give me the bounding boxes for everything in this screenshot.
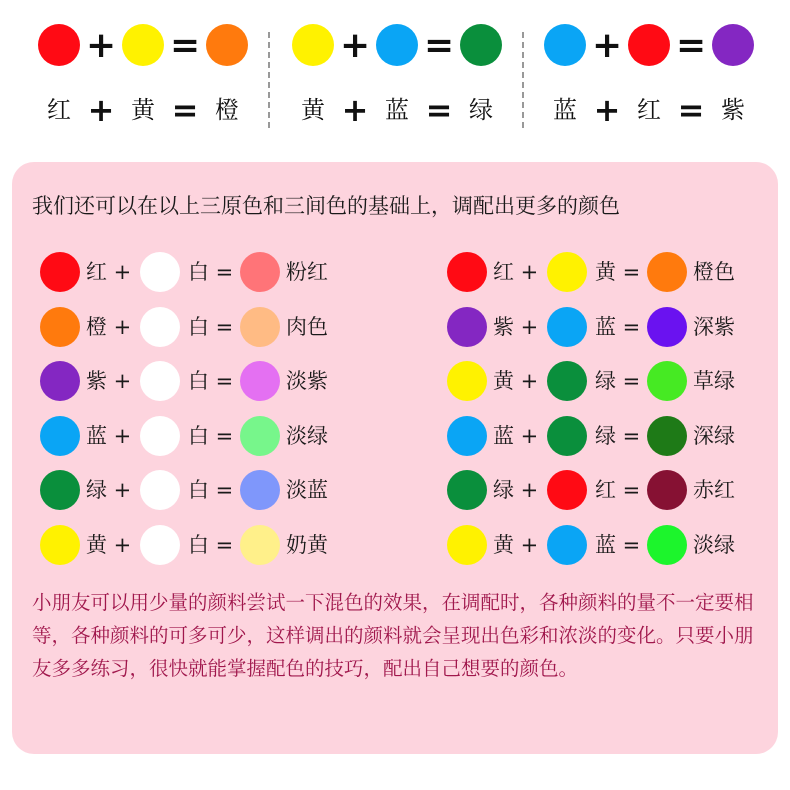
source-color-swatch [140,307,180,347]
color-swatch-purple [712,24,754,66]
mix-group-blue-red [526,24,778,134]
source-color-swatch [547,416,587,456]
equals-sign: = [677,91,705,129]
result-color-label: 淡蓝 [286,478,328,503]
source-color-swatch [140,525,180,565]
mix-row [447,252,790,307]
color-swatch-blue [544,24,586,66]
result-color-swatch [240,307,280,347]
source-color-label: 红 = [595,478,641,503]
source-color-swatch [40,252,80,292]
color-word: 蓝 [553,96,577,124]
color-swatch-red [38,24,80,66]
source-color-swatch [547,307,587,347]
result-color-label: 淡紫 [286,369,328,394]
source-color-swatch [447,307,487,347]
color-word: 蓝 [385,96,409,124]
source-color-swatch [447,416,487,456]
source-color-label: 白 = [188,478,234,503]
source-color-swatch [547,361,587,401]
equals-sign: = [171,91,199,129]
color-swatch-yellow [122,24,164,66]
white-mix-column [40,252,400,580]
color-word: 黄 [131,96,155,124]
plus-sign: + [592,25,623,66]
source-color-label: 黄 + [493,369,539,394]
result-color-label: 淡绿 [693,532,735,557]
source-color-swatch [140,416,180,456]
source-color-label: 绿 + [493,478,539,503]
color-swatch-red [628,24,670,66]
source-color-swatch [140,252,180,292]
source-color-label: 蓝 = [595,532,641,557]
card-title: 我们还可以在以上三原色和三间色的基础上，调配出更多的颜色 [32,194,620,218]
source-color-label: 橙 + [86,314,132,339]
color-word: 绿 [469,96,493,124]
source-color-swatch [140,470,180,510]
source-color-swatch [547,470,587,510]
plus-sign: + [593,91,621,129]
result-color-label: 赤红 [693,478,735,503]
source-color-label: 白 = [188,532,234,557]
source-color-label: 黄 + [493,532,539,557]
result-color-label: 深紫 [693,314,735,339]
source-color-label: 蓝 = [595,314,641,339]
source-color-swatch [447,361,487,401]
mix-row [447,307,790,362]
source-color-swatch [140,361,180,401]
source-color-label: 黄 = [595,260,641,284]
equals-sign: = [424,25,455,66]
color-word: 紫 [721,96,745,124]
mix-row [40,470,400,525]
mix-row [40,361,400,416]
result-color-label: 深绿 [693,423,735,448]
result-color-swatch [647,416,687,456]
source-color-swatch [547,525,587,565]
source-color-swatch [547,252,587,292]
source-color-swatch [447,525,487,565]
plus-sign: + [341,91,369,129]
primary-mix-section [0,0,790,150]
result-color-swatch [240,416,280,456]
result-color-swatch [240,525,280,565]
color-swatch-blue [376,24,418,66]
result-color-swatch [647,470,687,510]
color-mix-column [447,252,790,580]
result-color-swatch [240,361,280,401]
color-word: 红 [637,96,661,124]
result-color-swatch [240,252,280,292]
result-color-swatch [647,525,687,565]
mix-row [40,525,400,580]
color-swatch-orange [206,24,248,66]
plus-sign: + [86,25,117,66]
source-color-swatch [40,361,80,401]
result-color-label: 肉色 [286,314,328,339]
result-color-swatch [647,307,687,347]
mix-group-yellow-blue [274,24,526,134]
source-color-label: 绿 = [595,423,641,448]
result-color-label: 奶黄 [286,532,328,557]
source-color-label: 红 + [493,260,539,284]
equals-sign: = [676,25,707,66]
color-word: 黄 [301,96,325,124]
source-color-label: 白 = [188,369,234,394]
result-color-swatch [647,361,687,401]
result-color-label: 淡绿 [286,423,328,448]
color-word: 橙 [215,96,239,124]
source-color-label: 紫 + [86,369,132,394]
result-color-label: 粉红 [286,260,328,284]
source-color-label: 白 = [188,314,234,339]
mix-row [40,307,400,362]
equals-sign: = [170,25,201,66]
source-color-label: 绿 = [595,369,641,394]
source-color-label: 蓝 + [86,423,132,448]
result-color-swatch [647,252,687,292]
mix-row [447,361,790,416]
source-color-swatch [40,416,80,456]
result-color-label: 草绿 [693,369,735,394]
source-color-swatch [447,470,487,510]
mix-row [40,416,400,471]
mix-row [40,252,400,307]
source-color-swatch [40,307,80,347]
color-swatch-yellow [292,24,334,66]
source-color-label: 白 = [188,423,234,448]
source-color-swatch [40,525,80,565]
source-color-swatch [447,252,487,292]
source-color-label: 紫 + [493,314,539,339]
mixing-tip-paragraph: 小朋友可以用少量的颜料尝试一下混色的效果，在调配时，各种颜料的量不一定要相等，各种颜料的可多可少，这样调出的颜料就会呈现出色彩和浓淡的变化。只要小朋友多多练习，很快就能掌握配色的技巧，配出自己想要的颜色。 [32,591,754,680]
source-color-label: 红 + [86,260,132,284]
result-color-swatch [240,470,280,510]
color-swatch-green [460,24,502,66]
source-color-label: 绿 + [86,478,132,503]
equals-sign: = [425,91,453,129]
color-word: 红 [47,96,71,124]
mix-group-red-yellow [20,24,272,134]
plus-sign: + [87,91,115,129]
source-color-label: 黄 + [86,532,132,557]
result-color-label: 橙色 [693,260,735,284]
mix-row [447,470,790,525]
mix-row [447,525,790,580]
source-color-label: 白 = [188,260,234,284]
mix-row [447,416,790,471]
source-color-label: 蓝 + [493,423,539,448]
mixing-card [12,162,778,754]
source-color-swatch [40,470,80,510]
plus-sign: + [340,25,371,66]
